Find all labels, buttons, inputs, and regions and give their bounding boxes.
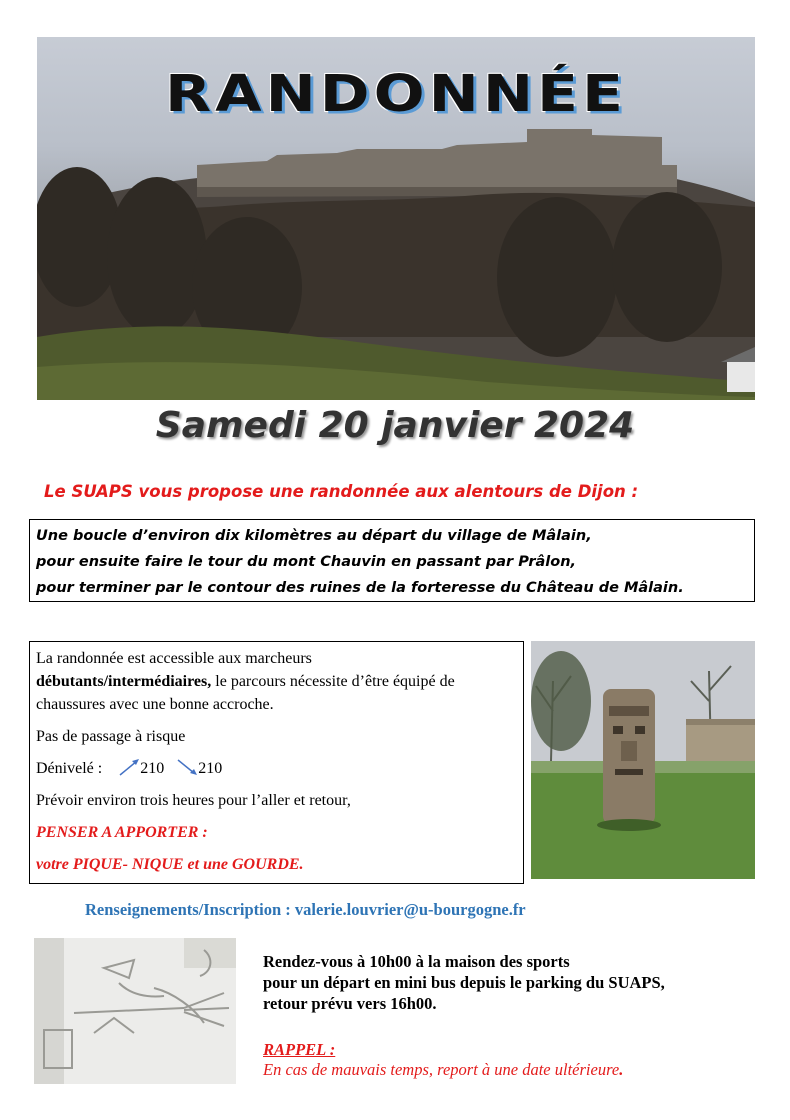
arrow-down-icon [176, 757, 198, 777]
duration-text: Prévoir environ trois heures pour l’aller et retour, [36, 792, 351, 809]
route-description-line: pour terminer par le contour des ruines de la forteresse du Château de Mâlain. [36, 580, 684, 596]
elevation-down-value: 210 [198, 760, 223, 777]
details-box [29, 641, 524, 884]
elevation-up-value: 210 [140, 760, 165, 777]
route-description-line: Une boucle d’environ dix kilomètres au départ du village de Mâlain, [36, 528, 592, 544]
reminder-end: . [619, 1060, 624, 1079]
reminder-body: En cas de mauvais temps, report à une date ultérieure [263, 1060, 620, 1079]
reminder-text [263, 1060, 623, 1080]
accessibility-levels: débutants/intermédiaires, [36, 673, 212, 690]
reminder-title: RAPPEL : [263, 1040, 336, 1059]
accessibility-suffix: le parcours nécessite d’être équipé de chaussures avec une bonne accroche. [36, 673, 455, 713]
route-description-line: pour ensuite faire le tour du mont Chauvin en passant par Prâlon, [36, 554, 577, 570]
contact-info: Renseignements/Inscription : valerie.louvrier@u-bourgogne.fr [85, 900, 526, 919]
event-date: Samedi 20 janvier 2024 [155, 405, 635, 446]
witch-relief-illustration [34, 938, 236, 1084]
elevation-label: Dénivelé : [36, 760, 103, 777]
page-title: RANDONNÉE [164, 64, 628, 124]
risk-text: Pas de passage à risque [36, 728, 186, 745]
witch-relief-photo [34, 938, 236, 1084]
intro-text: Le SUAPS vous propose une randonnée aux alentours de Dijon : [44, 482, 639, 501]
accessibility-prefix: La randonnée est accessible aux marcheurs [36, 650, 312, 667]
accessibility-paragraph [36, 647, 517, 716]
totem-photo [531, 641, 755, 879]
meeting-line: pour un départ en mini bus depuis le parking du SUAPS, [263, 973, 665, 992]
meeting-line: retour prévu vers 16h00. [263, 994, 437, 1013]
meeting-line: Rendez-vous à 10h00 à la maison des sports [263, 952, 570, 971]
elevation-row [36, 757, 517, 780]
route-description-box [29, 519, 755, 602]
totem-illustration [531, 641, 755, 879]
bring-title: PENSER A APPORTER : [36, 824, 208, 841]
hero-photo [37, 37, 755, 400]
arrow-up-icon [118, 757, 140, 777]
meeting-info [263, 951, 763, 1014]
bring-items: votre PIQUE- NIQUE et une GOURDE. [36, 856, 304, 873]
